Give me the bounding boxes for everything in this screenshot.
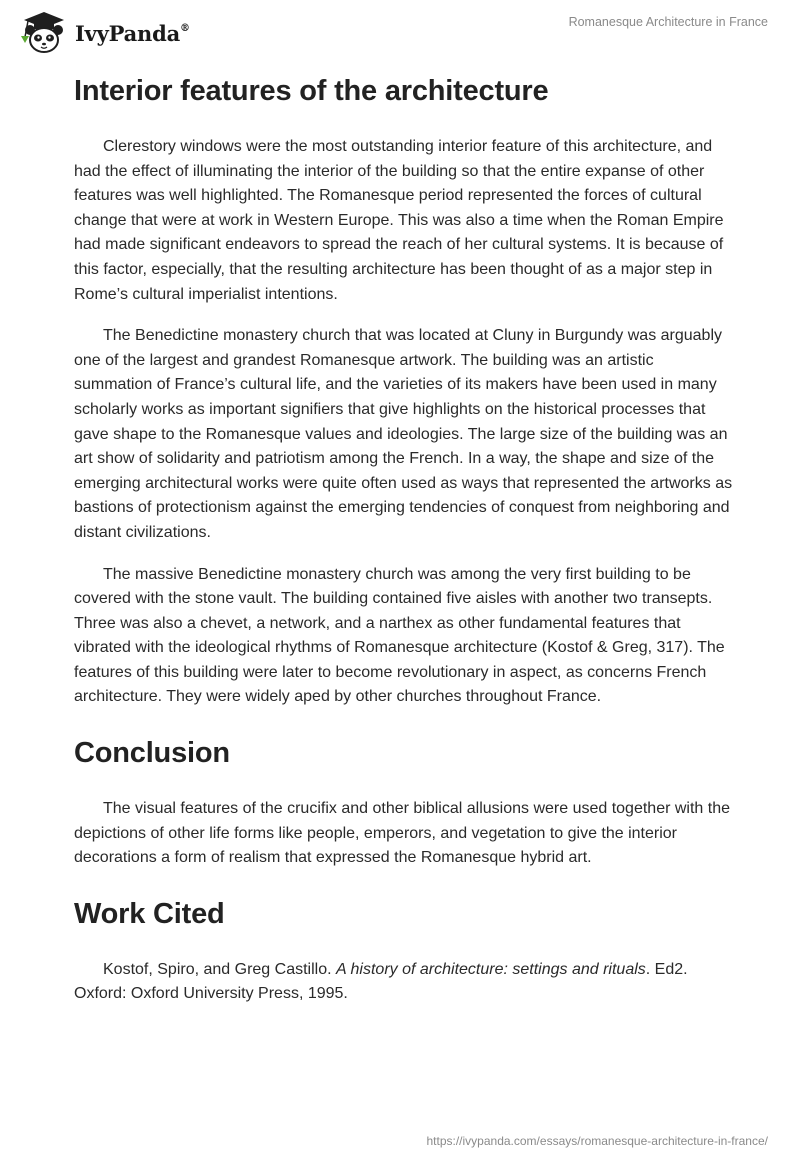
section-heading-work-cited: Work Cited <box>74 897 225 930</box>
essay-content <box>74 72 734 1007</box>
paragraph: The massive Benedictine monastery church was among the very first building to be covered with the stone vault. The building contained five aisles with another two transepts. Three was also a chevet, a network, and a narthex as other fundamental features that vibrated with the ideological rhythms of Romanesque architecture (Kostof & Greg, 317). The features of this building were later to become revolutionary in aspect, as concerns French architecture. They were widely aped by other churches throughout France. <box>74 565 725 706</box>
section-heading-interior: Interior features of the architecture <box>74 75 549 107</box>
panda-logo-icon <box>17 9 71 55</box>
brand-name: IvyPanda® <box>75 20 190 46</box>
section-heading-conclusion: Conclusion <box>74 737 230 770</box>
document-title: Romanesque Architecture in France <box>568 15 768 29</box>
paragraph: The visual features of the crucifix and other biblical allusions were used together with the depictions of other life forms like people, emperors, and vegetation to give the interior decorations a form of realism that expressed the Romanesque hybrid art. <box>74 800 731 867</box>
citation <box>74 958 734 1007</box>
registered-mark: ® <box>180 22 190 34</box>
source-url[interactable]: https://ivypanda.com/essays/romanesque-architecture-in-france/ <box>426 1134 768 1148</box>
citation-publication: . Ed2. Oxford: Oxford University Press, 1995. <box>74 960 688 1003</box>
paragraph: Clerestory windows were the most outstanding interior feature of this architecture, and had the effect of illuminating the interior of the building so that the entire expanse of other features was well highlighted. The Romanesque period represented the forces of cultural change that were at work in Western Europe. This was also a time when the Roman Empire had made significant endeavors to spread the reach of her cultural systems. It is because of this factor, especially, that the resulting architecture has been thought of as a major step in Rome’s cultural imperialist intentions. <box>74 138 724 303</box>
paragraph: The Benedictine monastery church that was located at Cluny in Burgundy was arguably one of the largest and grandest Romanesque artwork. The building was an artistic summation of France’s cultural life, and the varieties of its makers have been used in many scholarly works as important signifiers that give highlights on the historical processes that gave shape to the Romanesque values and ideologies. The large size of the building was an art show of solidarity and patriotism among the French. In a way, the shape and size of the emerging architectural works were quite often used as ways that represented the artworks as bastions of protectionism against the emerging tendencies of conquest from neighboring and distant civilizations. <box>74 327 733 541</box>
ivypanda-logo[interactable] <box>17 9 190 55</box>
citation-title: A history of architecture: settings and rituals <box>336 960 646 978</box>
page-header <box>0 0 800 60</box>
citation-authors: Kostof, Spiro, and Greg Castillo. <box>103 960 336 978</box>
